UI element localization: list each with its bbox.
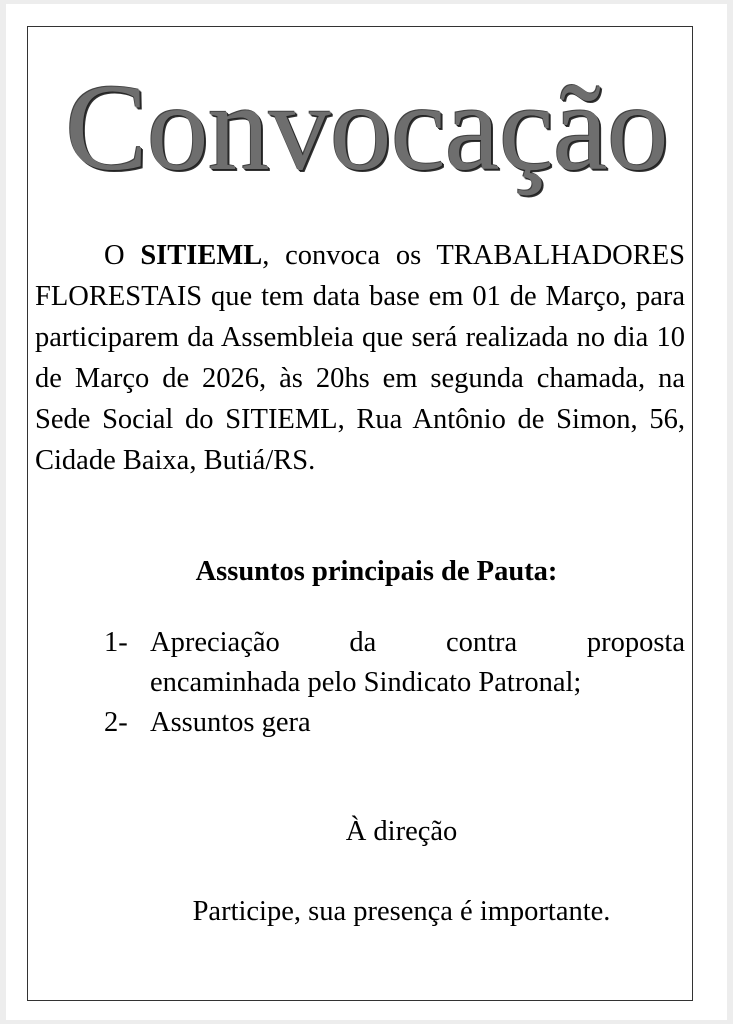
organization-name: SITIEML: [140, 240, 263, 271]
agenda-item-number: 2-: [104, 707, 128, 738]
agenda-list: [104, 623, 685, 743]
intro-text: , convoca os TRABALHADORES FLORESTAIS que tem data base em 01 de Março, para participarem da Assembleia que será realizada no dia 10 de Março de 2026, às 20hs em segunda chamada, na Sede Social do SITIEML, Rua Antônio de Simon, 56, Cidade Baixa, Butiá/RS.: [35, 240, 685, 476]
agenda-item: [104, 703, 685, 743]
agenda-item-line: Apreciação da contra proposta: [150, 627, 685, 658]
agenda-item-number: 1-: [104, 627, 128, 658]
convocation-paragraph: [35, 235, 685, 481]
document-page: [6, 4, 727, 1020]
agenda-item-text: [150, 623, 685, 703]
intro-lead: O: [104, 240, 125, 271]
agenda-item-text: [150, 703, 685, 743]
closing-signature: À direção: [345, 816, 458, 847]
agenda-item-line: encaminhada pelo Sindicato Patronal;: [150, 667, 582, 698]
agenda-item: [104, 623, 685, 703]
agenda-item-line: Assuntos gera: [150, 707, 311, 738]
document-title: Convocação: [65, 59, 668, 196]
agenda-heading: Assuntos principais de Pauta:: [195, 556, 558, 587]
footer-message: Participe, sua presença é importante.: [192, 896, 611, 927]
